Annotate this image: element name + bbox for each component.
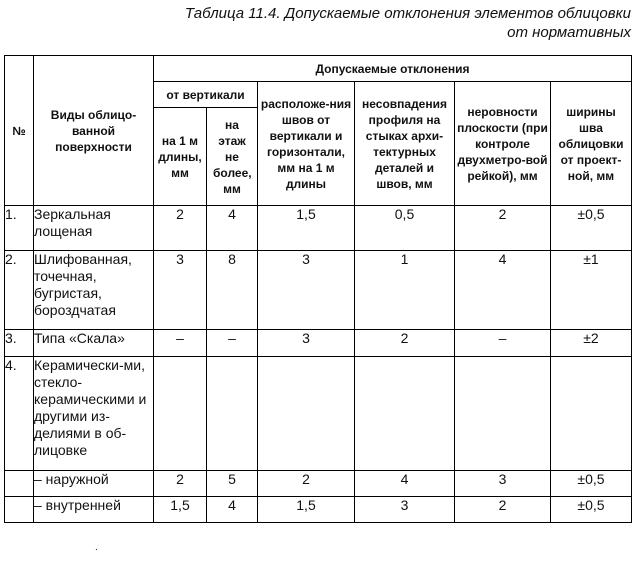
- row-number: 3.: [5, 330, 34, 357]
- row-number: 4.: [5, 357, 34, 471]
- header-from-vertical: от вертикали: [154, 82, 258, 108]
- header-number: №: [5, 56, 34, 206]
- cell-profile-mismatch: 2: [355, 330, 455, 357]
- cell-per-meter: 2: [154, 471, 207, 497]
- row-number: [5, 471, 34, 497]
- table-caption: [111, 4, 631, 42]
- cell-per-floor: [207, 357, 258, 471]
- cell-seam-width: ±0,5: [551, 471, 632, 497]
- row-number: [5, 497, 34, 523]
- cell-seam-width: ±0,5: [551, 206, 632, 251]
- cell-plane-unevenness: –: [455, 330, 551, 357]
- cell-profile-mismatch: 3: [355, 497, 455, 523]
- header-plane-unevenness: неровности плоскости (при контроле двухметро-вой рейкой), мм: [455, 82, 551, 206]
- cell-seam-width: ±0,5: [551, 497, 632, 523]
- header-profile-mismatch: несовпадения профиля на стыках архи-тектурных деталей и швов, мм: [355, 82, 455, 206]
- row-surface-kind: – внутренней: [34, 497, 154, 523]
- cell-plane-unevenness: 3: [455, 471, 551, 497]
- cell-plane-unevenness: 4: [455, 251, 551, 330]
- row-number: 1.: [5, 206, 34, 251]
- row-surface-kind: – наружной: [34, 471, 154, 497]
- table-row: [5, 330, 632, 357]
- table-row: [5, 206, 632, 251]
- table-row: [5, 251, 632, 330]
- cell-profile-mismatch: 4: [355, 471, 455, 497]
- cell-seams-position: 1,5: [258, 497, 355, 523]
- cell-per-meter: –: [154, 330, 207, 357]
- cell-per-meter: [154, 357, 207, 471]
- cell-per-meter: 2: [154, 206, 207, 251]
- table-row: [5, 497, 632, 523]
- caption-line-1: Таблица 11.4. Допускаемые отклонения элементов облицовки: [184, 5, 631, 22]
- header-allowed-deviations: Допускаемые отклонения: [154, 56, 632, 82]
- row-surface-kind: Керамически-ми, стекло-керамическими и другими из-делиями в об-лицовке: [34, 357, 154, 471]
- cell-seam-width: [551, 357, 632, 471]
- row-number: 2.: [5, 251, 34, 330]
- cell-per-meter: 3: [154, 251, 207, 330]
- cell-plane-unevenness: [455, 357, 551, 471]
- cell-seams-position: 3: [258, 330, 355, 357]
- cell-per-floor: 4: [207, 206, 258, 251]
- row-surface-kind: Шлифованная, точечная, бугристая, бороздчатая: [34, 251, 154, 330]
- cell-seam-width: ±1: [551, 251, 632, 330]
- cell-per-meter: 1,5: [154, 497, 207, 523]
- row-surface-kind: Типа «Скала»: [34, 330, 154, 357]
- cell-profile-mismatch: 0,5: [355, 206, 455, 251]
- cell-plane-unevenness: 2: [455, 497, 551, 523]
- cell-profile-mismatch: 1: [355, 251, 455, 330]
- cell-seam-width: ±2: [551, 330, 632, 357]
- header-seams-position: расположе-ния швов от вертикали и горизонтали, мм на 1 м длины: [258, 82, 355, 206]
- cell-profile-mismatch: [355, 357, 455, 471]
- stray-dot: .: [95, 542, 98, 553]
- cell-seams-position: 1,5: [258, 206, 355, 251]
- cell-per-floor: –: [207, 330, 258, 357]
- caption-line-2: от нормативных: [507, 24, 631, 41]
- table-row: [5, 357, 632, 471]
- table-row: [5, 471, 632, 497]
- header-seam-width: ширины шва облицовки от проект-ной, мм: [551, 82, 632, 206]
- cell-per-floor: 8: [207, 251, 258, 330]
- cell-per-floor: 4: [207, 497, 258, 523]
- cell-seams-position: 3: [258, 251, 355, 330]
- cell-seams-position: [258, 357, 355, 471]
- deviations-table: [4, 55, 632, 523]
- header-per-meter: на 1 м длины, мм: [154, 108, 207, 206]
- header-surface-kind: Виды облицо-ванной поверхности: [34, 56, 154, 206]
- header-per-floor: на этаж не более, мм: [207, 108, 258, 206]
- cell-per-floor: 5: [207, 471, 258, 497]
- row-surface-kind: Зеркальная лощеная: [34, 206, 154, 251]
- cell-seams-position: 2: [258, 471, 355, 497]
- cell-plane-unevenness: 2: [455, 206, 551, 251]
